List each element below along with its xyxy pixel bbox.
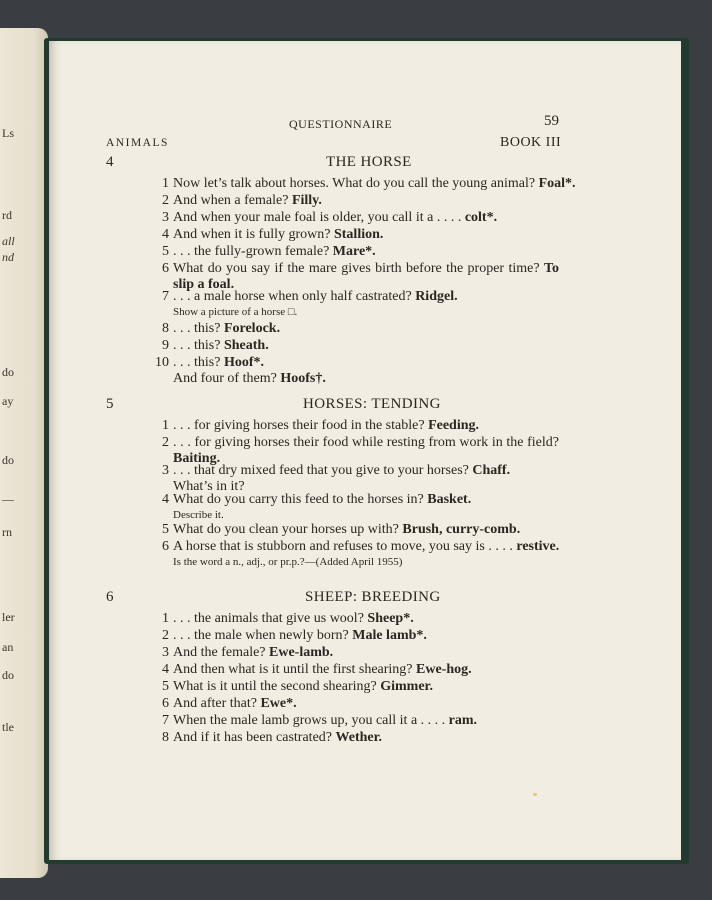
question-number: 5 [162,244,169,259]
question-text: And the female? [173,645,266,660]
question-text: What is it until the second shearing? [173,679,377,694]
question-number: 4 [162,227,169,242]
question-text: . . . this? [173,338,221,353]
question-number: 3 [162,645,169,660]
question-text: What do you carry this feed to the horses in? [173,492,424,507]
question-number: 7 [162,289,169,304]
question-number: 2 [162,193,169,208]
question [173,371,326,387]
question-text: . . . that dry mixed feed that you give to your horses? [173,463,469,478]
question-text: And if it has been castrated? [173,730,332,745]
question-text: A horse that is stubborn and refuses to move, you say is . . . . [173,539,513,554]
question [173,679,433,695]
question [173,463,510,479]
question-text: . . . a male horse when only half castrated? [173,289,412,304]
question-text: And when your male foal is older, you call it a . . . . [173,210,462,225]
right-page [49,41,681,860]
question-text: . . . this? [173,355,221,370]
question-text: . . . the animals that give us wool? [173,611,364,626]
question-number: 2 [162,435,169,450]
answer: Male lamb*. [352,628,427,643]
question-text: . . . the male when newly born? [173,628,349,643]
answer: Ewe*. [260,696,297,711]
question [173,193,322,209]
left-fragment: do [2,668,14,682]
question [173,539,559,555]
question [173,696,297,712]
question-number: 6 [162,539,169,554]
question-text: And when a female? [173,193,289,208]
left-page-edge [0,28,48,878]
question-number: 2 [162,628,169,643]
answer: Baiting. [173,451,221,466]
left-fragment: ler [2,610,15,624]
left-fragment: ay [2,394,14,408]
answer: Hoof*. [223,355,265,370]
left-fragment: do [2,453,14,467]
answer: Sheath. [223,338,269,353]
question-text: And four of them? [173,371,277,386]
page-number: 59 [544,113,559,129]
instruction-note: Describe it. [173,509,224,521]
instruction-note: Is the word a n., adj., or pr.p.?—(Added April 1955) [173,556,403,568]
question-text: And when it is fully grown? [173,227,331,242]
answer: Ewe-lamb. [269,645,334,660]
question-number: 3 [162,210,169,225]
question [173,227,383,243]
question-number: 1 [162,611,169,626]
left-fragment: rn [2,525,12,539]
question [173,522,520,538]
answer: ram. [448,713,478,728]
question-text: . . . for giving horses their food in the stable? [173,418,425,433]
left-fragment: — [2,492,14,506]
question-number: 5 [162,679,169,694]
question [173,713,477,729]
section-number: 4 [106,154,114,170]
section-label: ANIMALS [106,137,169,149]
question-number: 3 [162,463,169,478]
question [173,611,414,627]
question [173,289,458,305]
question-number: 10 [155,355,169,370]
answer: Filly. [291,193,322,208]
left-fragment: nd [2,250,14,264]
question [173,645,333,661]
question [173,662,472,678]
answer: Forelock. [223,321,281,336]
section-title: HORSES: TENDING [303,396,441,412]
section-title: THE HORSE [326,154,412,170]
question-text: What do you clean your horses up with? [173,522,399,537]
question-text: And after that? [173,696,257,711]
question [173,321,280,337]
answer: Basket. [427,492,472,507]
question-number: 7 [162,713,169,728]
question-text: . . . this? [173,321,221,336]
answer: Chaff. [472,463,511,478]
answer: Foal*. [538,176,576,191]
question-text: . . . the fully-grown female? [173,244,330,259]
question [173,492,471,508]
answer: Hoofs†. [280,371,326,386]
question-text: What do you say if the mare gives birth before the proper time? [173,261,540,276]
question [173,210,497,226]
answer: restive. [516,539,560,554]
question-text: . . . for giving horses their food while resting from work in the field? [173,435,559,450]
question-number: 1 [162,176,169,191]
question-followup: What’s in it? [173,479,245,494]
answer: Ridgel. [415,289,458,304]
answer: Gimmer. [380,679,433,694]
answer: colt*. [464,210,498,225]
paper-speck [533,793,537,796]
answer: Feeding. [428,418,480,433]
answer: Sheep*. [367,611,414,626]
left-fragment: rd [2,208,12,222]
section-number: 6 [106,589,114,605]
question-number: 6 [162,696,169,711]
section-title: SHEEP: BREEDING [305,589,441,605]
answer: Wether. [335,730,383,745]
question-text: Now let’s talk about horses. What do you call the young animal? [173,176,536,191]
answer: Brush, curry-comb. [402,522,521,537]
question [173,338,269,354]
answer: Stallion. [333,227,384,242]
question-number: 9 [162,338,169,353]
answer: Mare*. [332,244,376,259]
question [173,176,576,192]
question-number: 8 [162,321,169,336]
question [173,730,382,746]
question-number: 4 [162,662,169,677]
question-text: And then what is it until the first shearing? [173,662,413,677]
question-number: 5 [162,522,169,537]
question-number: 8 [162,730,169,745]
answer: To slip a foal. [173,261,559,292]
left-fragment: tle [2,720,14,734]
question [173,355,264,371]
answer: Ewe-hog. [416,662,472,677]
left-fragment: all [2,234,15,248]
section-number: 5 [106,396,114,412]
question-text: When the male lamb grows up, you call it a . . . . [173,713,446,728]
left-fragment: Ls [2,126,14,140]
question-number: 4 [162,492,169,507]
instruction-note: Show a picture of a horse □. [173,306,298,318]
question-number: 6 [162,261,169,276]
question-number: 1 [162,418,169,433]
question [173,418,479,434]
question [173,244,376,260]
running-head: QUESTIONNAIRE [289,117,393,131]
book-label: BOOK III [500,135,562,150]
question [173,628,427,644]
left-fragment: an [2,640,14,654]
left-fragment: do [2,365,14,379]
